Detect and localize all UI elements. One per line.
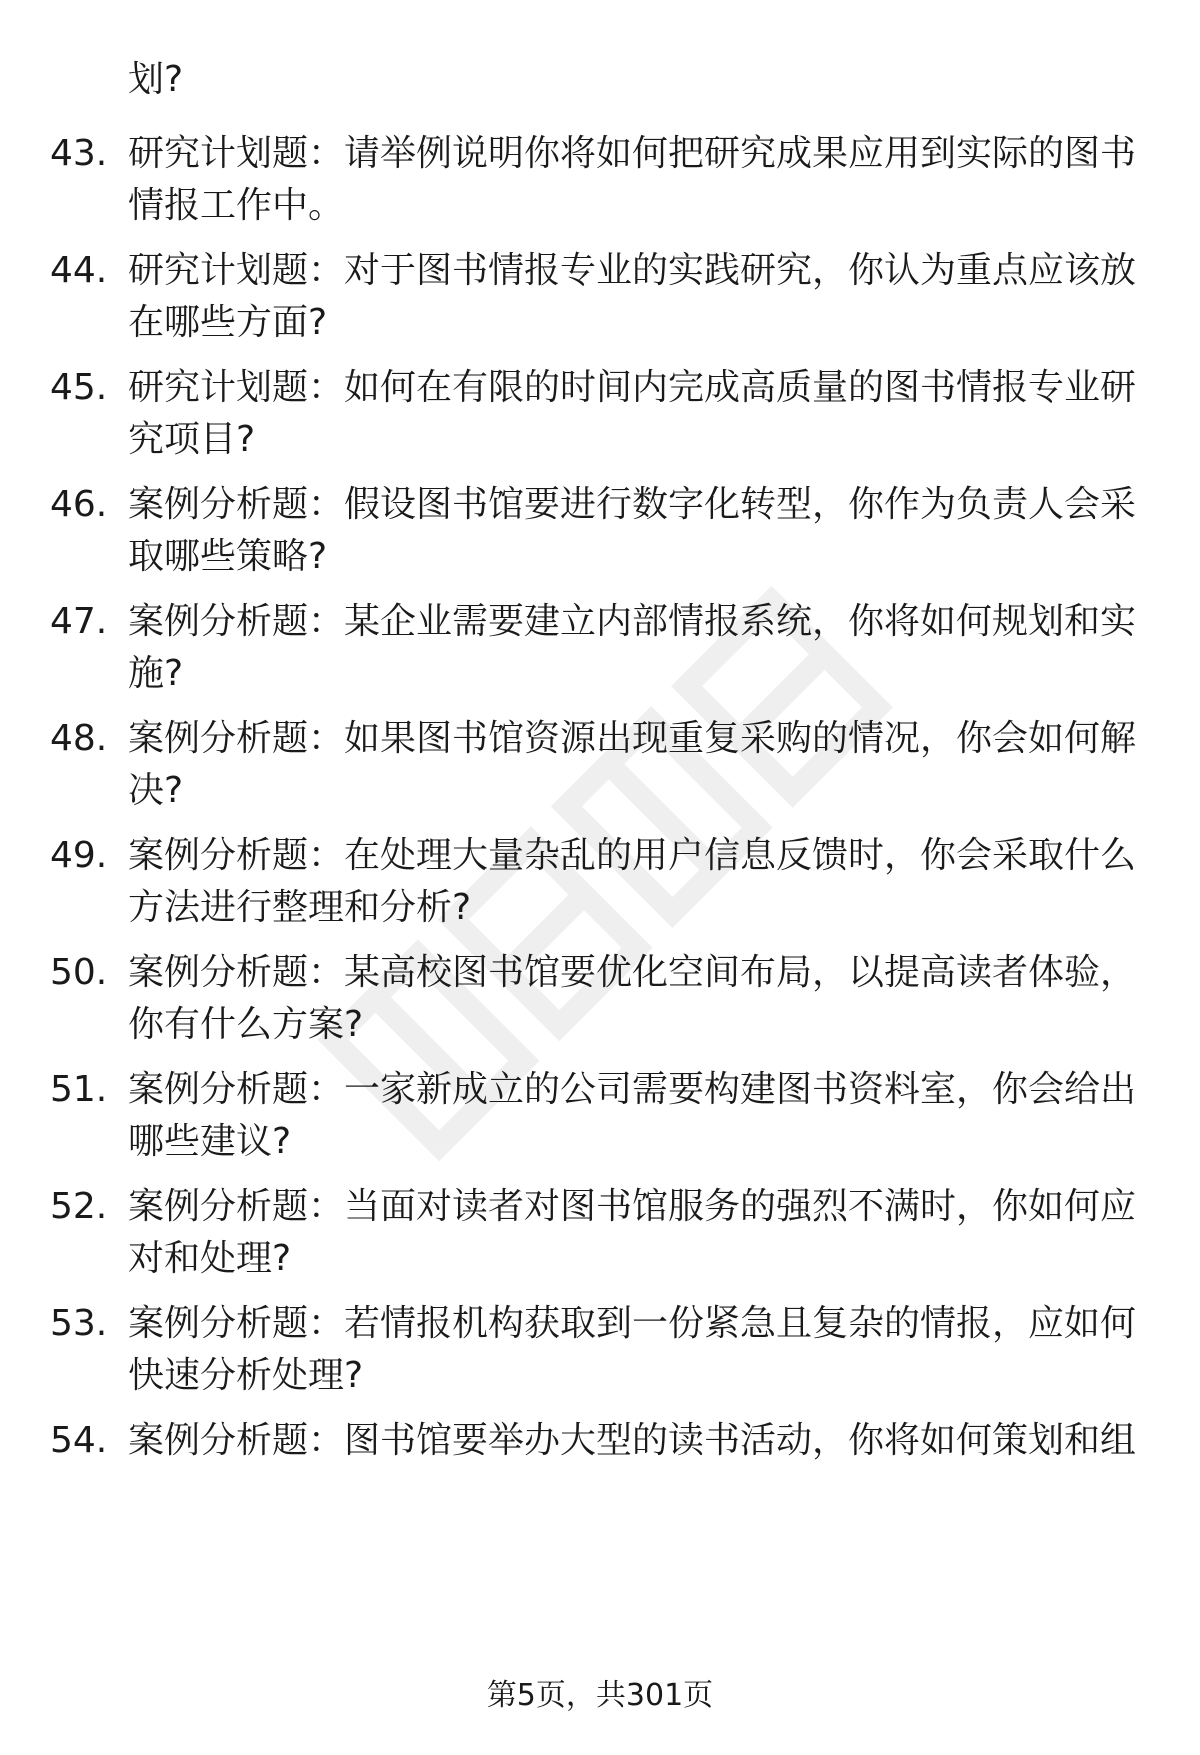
question-text: 案例分析题：如果图书馆资源出现重复采购的情况，你会如何解决? — [128, 718, 1137, 811]
question-number: 48. — [50, 718, 108, 759]
list-item — [50, 1298, 1140, 1402]
list-item — [50, 479, 1140, 583]
question-number: 46. — [50, 484, 108, 525]
question-text: 案例分析题：某高校图书馆要优化空间布局，以提高读者体验，你有什么方案? — [128, 952, 1137, 1045]
question-number: 49. — [50, 835, 108, 876]
question-text: 研究计划题：对于图书情报专业的实践研究，你认为重点应该放在哪些方面? — [128, 250, 1137, 343]
list-item — [50, 128, 1140, 232]
question-number: 44. — [50, 250, 108, 291]
question-text: 案例分析题：某企业需要建立内部情报系统，你将如何规划和实施? — [128, 601, 1137, 694]
question-number: 54. — [50, 1420, 108, 1461]
question-number: 50. — [50, 952, 108, 993]
question-number: 52. — [50, 1186, 108, 1227]
question-text: 案例分析题：一家新成立的公司需要构建图书资料室，你会给出哪些建议? — [128, 1069, 1137, 1162]
question-number: 51. — [50, 1069, 108, 1110]
question-text: 案例分析题：假设图书馆要进行数字化转型，你作为负责人会采取哪些策略? — [128, 484, 1137, 577]
list-item — [50, 245, 1140, 349]
question-number: 45. — [50, 367, 108, 408]
question-text: 案例分析题：图书馆要举办大型的读书活动，你将如何策划和组 — [128, 1420, 1137, 1461]
question-number: 47. — [50, 601, 108, 642]
list-item — [50, 830, 1140, 934]
continuation-text: 划? — [128, 59, 184, 100]
list-item — [50, 1064, 1140, 1168]
page-footer: 第5页，共301页 — [486, 1678, 714, 1713]
list-item — [50, 713, 1140, 817]
question-text: 案例分析题：当面对读者对图书馆服务的强烈不满时，你如何应对和处理? — [128, 1186, 1137, 1279]
question-number: 43. — [50, 133, 108, 174]
question-number: 53. — [50, 1303, 108, 1344]
question-text: 案例分析题：若情报机构获取到一份紧急且复杂的情报，应如何快速分析处理? — [128, 1303, 1137, 1396]
list-item — [50, 947, 1140, 1051]
list-item — [50, 596, 1140, 700]
question-text: 研究计划题：请举例说明你将如何把研究成果应用到实际的图书情报工作中。 — [128, 133, 1137, 226]
list-item — [50, 362, 1140, 466]
list-item — [50, 1181, 1140, 1285]
question-text: 案例分析题：在处理大量杂乱的用户信息反馈时，你会采取什么方法进行整理和分析? — [128, 835, 1137, 928]
list-item — [50, 1415, 1140, 1467]
question-text: 研究计划题：如何在有限的时间内完成高质量的图书情报专业研究项目? — [128, 367, 1137, 460]
